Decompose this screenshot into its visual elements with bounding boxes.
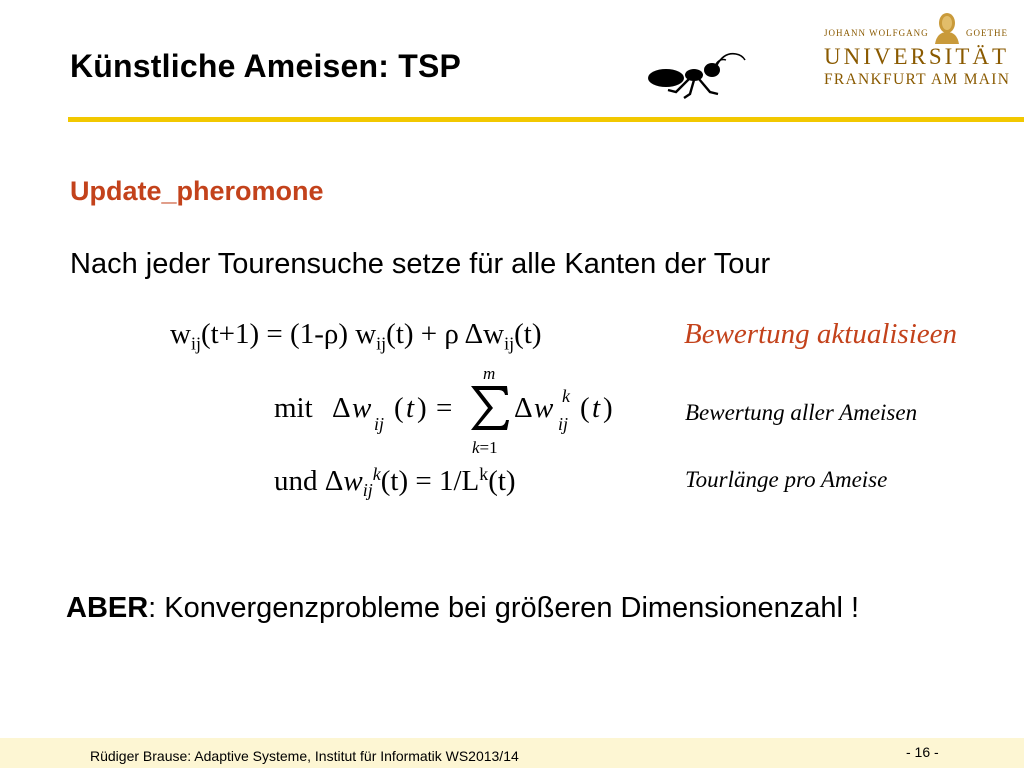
eq3-sup: k <box>372 464 381 484</box>
conclusion-rest: : Konvergenzprobleme bei größeren Dimensionenzahl ! <box>148 592 860 624</box>
footer-text: Rüdiger Brause: Adaptive Systeme, Institut für Informatik WS2013/14 <box>90 748 519 764</box>
eq1-w: w <box>170 318 191 350</box>
page-number: - 16 - <box>906 744 939 760</box>
eq2-rhs-t: t <box>592 392 601 424</box>
eq1-sub1: ij <box>190 333 201 354</box>
eq2-lhs-open: ( <box>394 392 404 424</box>
eq1-sub2: ij <box>376 333 387 354</box>
logo-line1-left: JOHANN WOLFGANG <box>824 28 929 38</box>
eq1-sub3: ij <box>504 333 515 354</box>
eq2-lhs-t: t <box>406 392 415 424</box>
eq3-sup2: k <box>479 464 489 484</box>
eq2-rhs-sup: k <box>562 386 570 406</box>
eq2-sum-lower <box>472 438 498 458</box>
eq2-rhs-open: ( <box>580 392 590 424</box>
update-formula <box>170 318 542 354</box>
eq2-rhs-close: ) <box>603 392 613 424</box>
header-rule <box>68 117 1024 122</box>
eq2-rhs-sub: ij <box>558 414 569 434</box>
eq2-rhs-w: w <box>534 392 554 424</box>
eq2-sum-lower-rest: =1 <box>479 438 498 457</box>
update-formula-note: Bewertung aktualisieen <box>684 318 958 350</box>
goethe-portrait-icon <box>930 10 964 44</box>
tour-length-formula <box>274 464 516 501</box>
eq2-lhs-sub: ij <box>374 414 385 434</box>
intro-text: Nach jeder Tourensuche setze für alle Kanten der Tour <box>70 248 771 280</box>
eq3-prefix: und Δ <box>274 464 344 497</box>
eq1-part1: (t+1) = (1-ρ) w <box>200 318 377 350</box>
eq2-equals: = <box>436 392 453 424</box>
logo-line2: UNIVERSITÄT <box>824 44 1010 69</box>
section-heading: Update_pheromone <box>70 176 324 206</box>
eq2-lhs-w: w <box>352 392 372 424</box>
sum-formula-note: Bewertung aller Ameisen <box>685 400 918 425</box>
slide-title: Künstliche Ameisen: TSP <box>70 48 462 84</box>
eq3-w: w <box>343 464 363 497</box>
logo-line1-right: GOETHE <box>966 28 1008 38</box>
conclusion-text <box>66 592 859 625</box>
eq2-rhs-delta: Δ <box>514 392 533 424</box>
ant-icon <box>644 48 748 104</box>
eq2-sum-lower-k: k <box>472 438 480 457</box>
eq2-prefix: mit <box>274 392 313 424</box>
eq2-lhs-close: ) <box>417 392 427 424</box>
eq1-part2: (t) + ρ Δw <box>386 318 505 350</box>
sum-formula <box>270 362 670 462</box>
conclusion-bold: ABER <box>66 592 149 624</box>
tour-length-note: Tourlänge pro Ameise <box>685 467 888 492</box>
eq2-sum-upper: m <box>483 364 496 383</box>
university-logo <box>822 10 1012 92</box>
summation-sign <box>468 384 510 432</box>
logo-line3: FRANKFURT AM MAIN <box>824 71 1011 88</box>
eq1-part3: (t) <box>514 318 542 350</box>
eq2-lhs-delta: Δ <box>332 392 351 424</box>
eq3-sub: ij <box>362 480 373 501</box>
eq3-end: (t) <box>488 464 516 497</box>
eq3-mid: (t) = 1/L <box>380 464 480 497</box>
